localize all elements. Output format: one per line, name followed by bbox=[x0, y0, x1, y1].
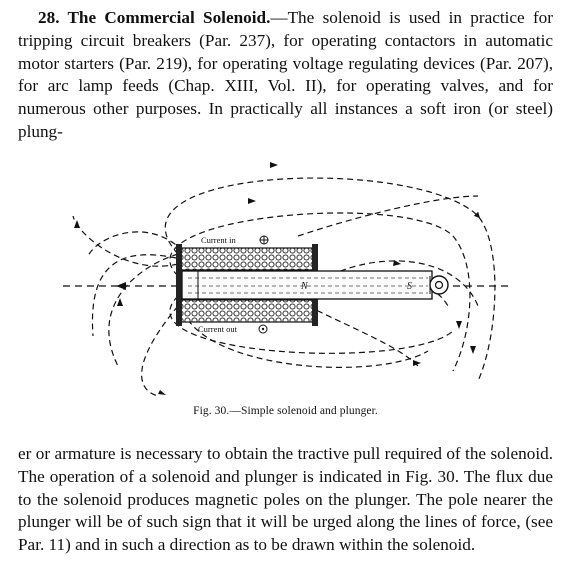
axis-arrow-left bbox=[116, 282, 126, 290]
solenoid-figure bbox=[58, 156, 513, 404]
coil-top bbox=[180, 248, 314, 270]
coil-bottom bbox=[180, 300, 314, 322]
current-in-icon bbox=[260, 236, 268, 244]
label-current-out: Current out bbox=[198, 324, 237, 334]
label-s: S bbox=[407, 281, 412, 292]
intro-paragraph bbox=[18, 7, 553, 144]
current-out-icon bbox=[259, 325, 267, 333]
intro-text: —The solenoid is used in practice for tripping circuit breakers (Par. 237), for operating contactors in automatic motor starters (Par. 219), for operating voltage regulating devices (Par. 207), for arc lamp feeds (Chap. XIII, Vol. II), for operating valves, and for numerous other purposes. In practically all instances a soft iron (or steel) plung- bbox=[18, 8, 553, 141]
label-n: N bbox=[301, 281, 308, 292]
continuation-paragraph: er or armature is necessary to obtain the tractive pull required of the solenoid. The operation of a solenoid and plunger is indicated in Fig. 30. The flux due to the solenoid produces magnetic poles on the plunger. The pole nearer the plunger will be of such sign that it will be urged along the lines of force, (see Par. 11) and in such a direction as to be drawn within the solenoid. bbox=[18, 444, 553, 555]
section-heading: 28. The Commercial Solenoid. bbox=[38, 8, 271, 27]
coil-cap-left bbox=[176, 244, 182, 326]
label-current-in: Current in bbox=[201, 235, 236, 245]
figure-caption: Fig. 30.—Simple solenoid and plunger. bbox=[193, 405, 378, 417]
